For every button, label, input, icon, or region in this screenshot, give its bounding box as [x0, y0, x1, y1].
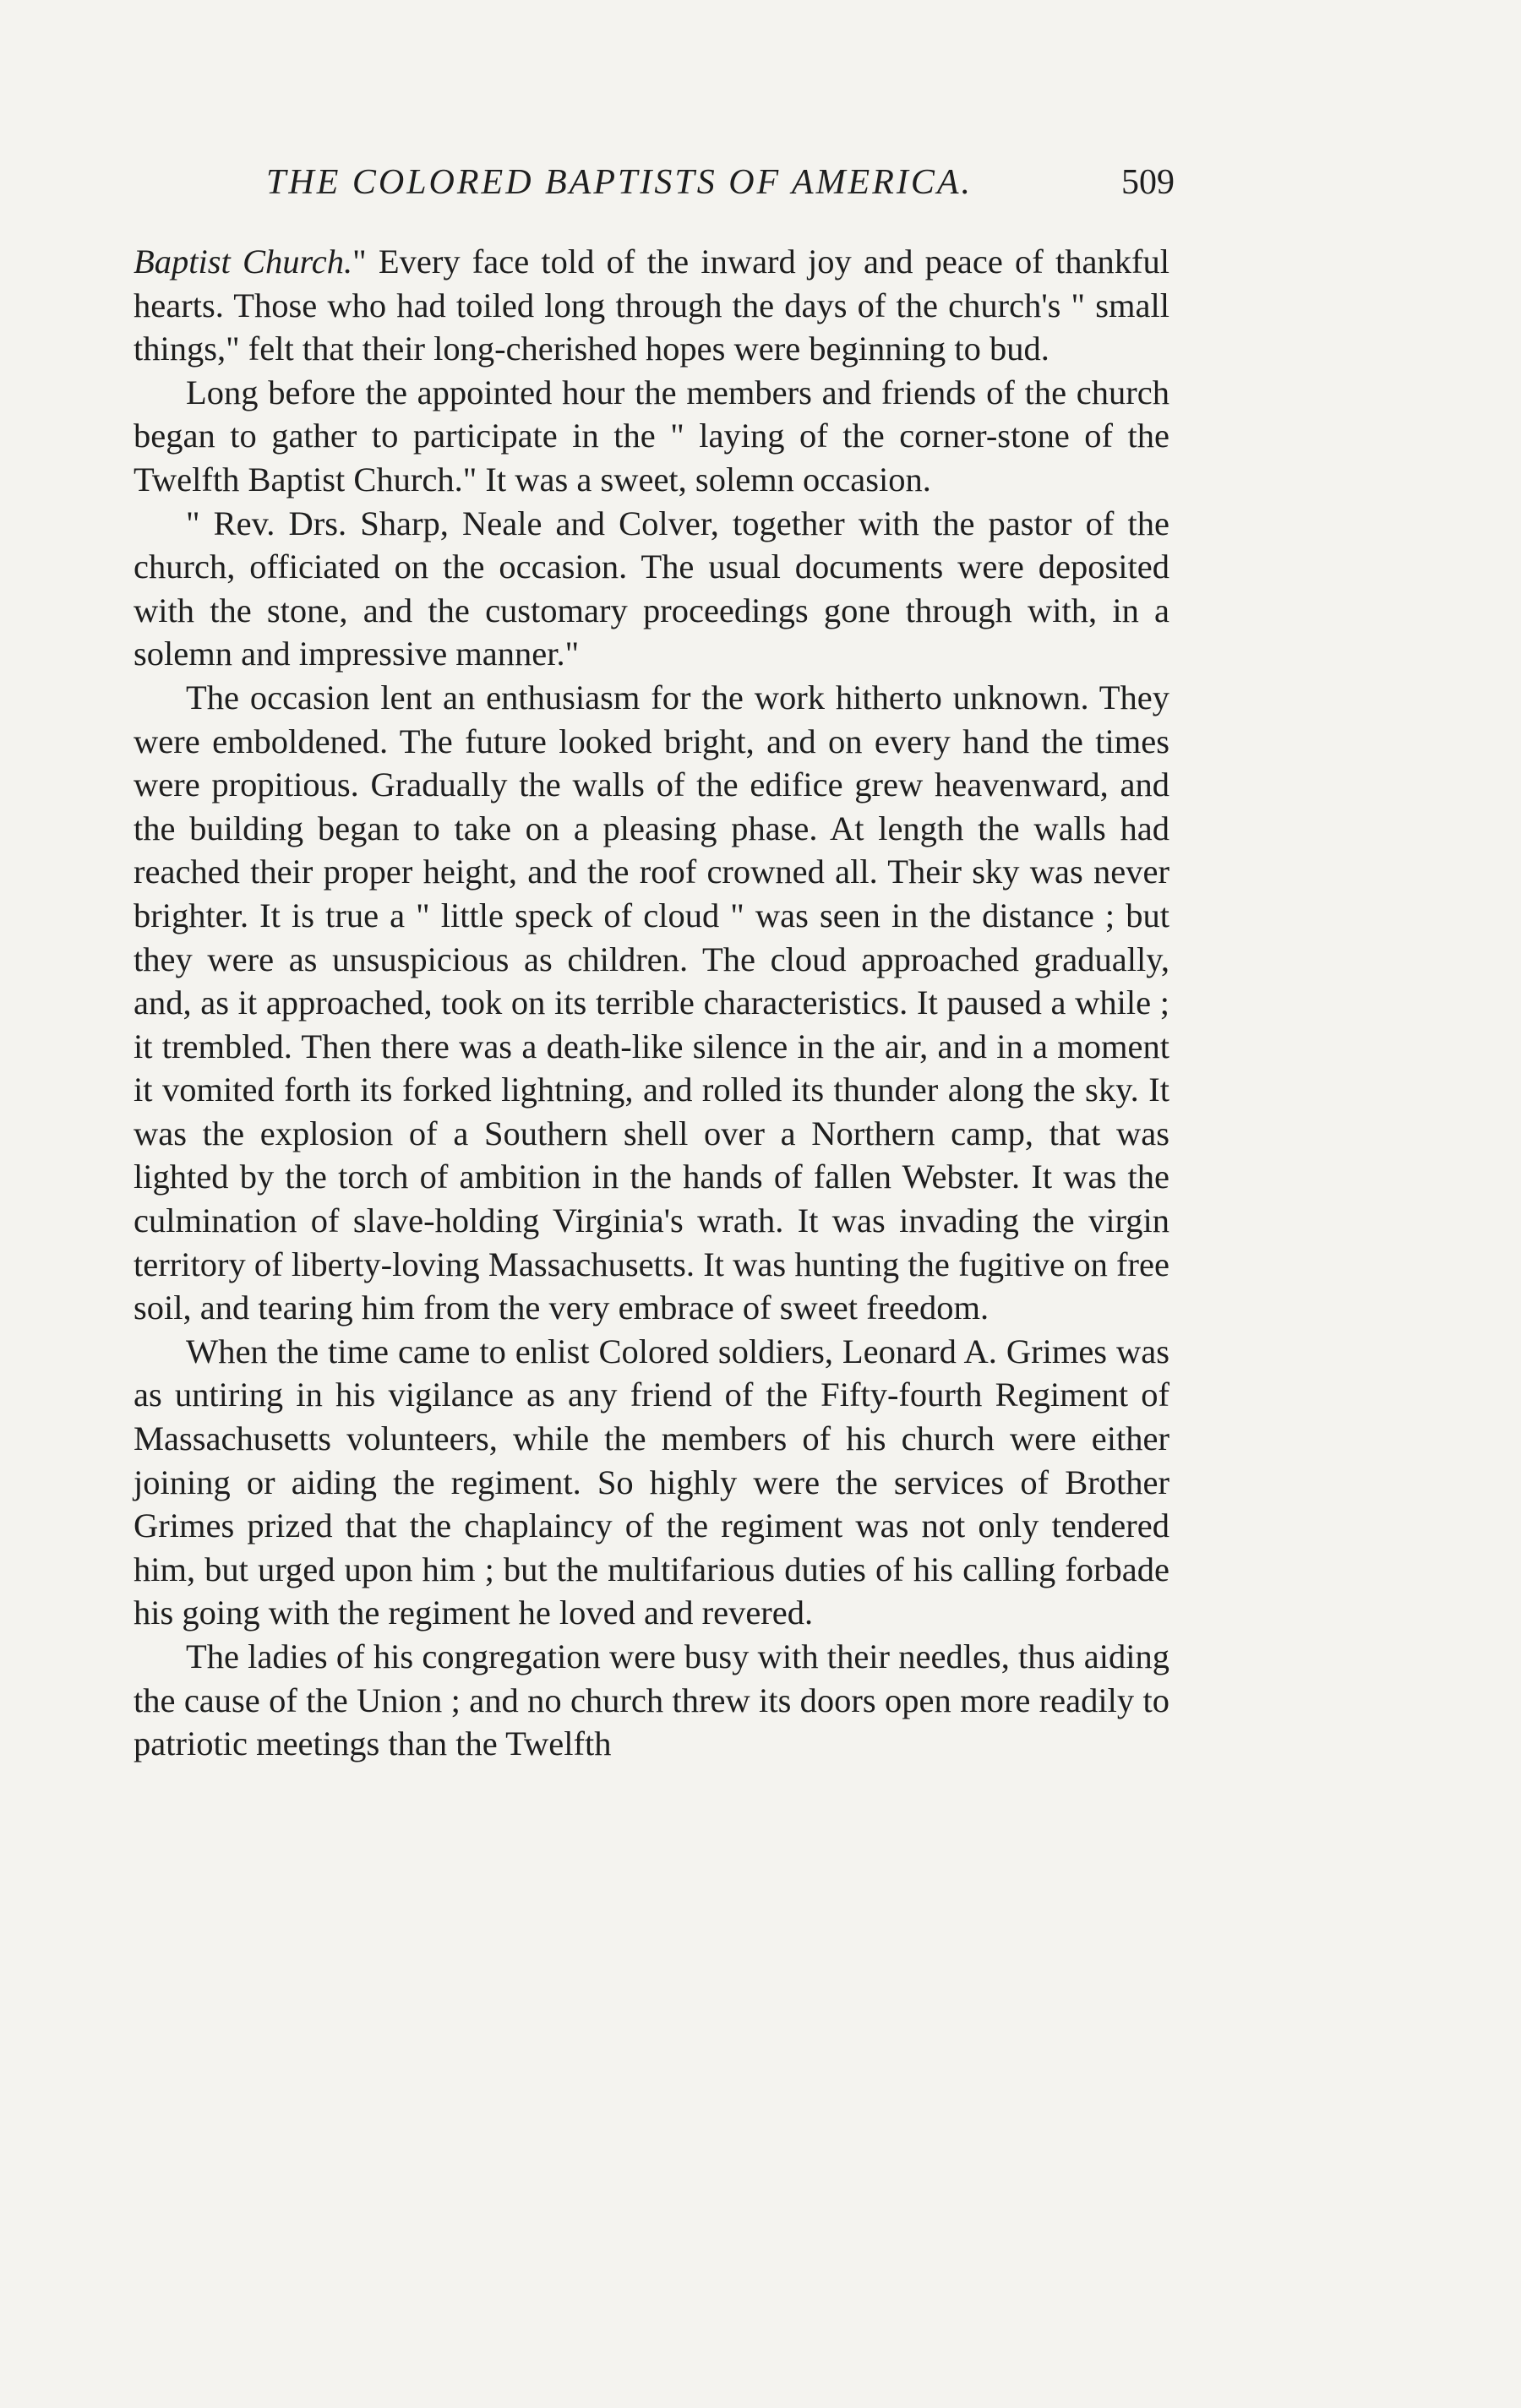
running-title: THE COLORED BAPTISTS OF AMERICA.	[266, 163, 973, 202]
running-head	[135, 162, 1175, 213]
paragraph-1-text: " Every face told of the inward joy and peace of thankful hearts. Those who had toiled long through the days of the church's " small things," felt that their long-cherished hopes were beginning to bud.	[134, 242, 1169, 368]
paragraph-3: " Rev. Drs. Sharp, Neale and Colver, together with the pastor of the church, officiated on the occasion. The usual documents were deposited with the stone, and the customary proceedings gone through with, in a solemn and impressive manner."	[134, 504, 1169, 673]
paragraph-2: Long before the appointed hour the members and friends of the church began to gather to participate in the " laying of the corner-stone of the Twelfth Baptist Church." It was a sweet, solemn occasion.	[134, 373, 1169, 498]
paragraph-6: The ladies of his congregation were busy with their needles, thus aiding the cause of the Union ; and no church threw its doors open more readily to patriotic meetings than the Twelfth	[134, 1637, 1169, 1763]
paragraph-1-italic-lead: Baptist Church.	[134, 242, 353, 281]
page-number: 509	[1121, 163, 1175, 202]
paragraph-4: The occasion lent an enthusiasm for the work hitherto unknown. They were emboldened. The future looked bright, and on every hand the times were propitious. Gradually the walls of the edifice grew heavenward, and the building began to take on a pleasing phase. At length the walls had reached their proper height, and the roof crowned all. Their sky was never brighter. It is true a " little speck of cloud " was seen in the distance ; but they were as unsuspicious as children. The cloud approached gradually, and, as it approached, took on its terrible characteristics. It paused a while ; it trembled. Then there was a death-like silence in the air, and in a moment it vomited forth its forked lightning, and rolled its thunder along the sky. It was the explosion of a Southern shell over a Northern camp, that was lighted by the torch of ambition in the hands of fallen Webster. It was the culmination of slave-holding Virginia's wrath. It was invading the virgin territory of liberty-loving Massachusetts. It was hunting the fugitive on free soil, and tearing him from the very embrace of sweet freedom.	[134, 678, 1169, 1327]
body-text	[134, 240, 1169, 1766]
paragraph-5: When the time came to enlist Colored soldiers, Leonard A. Grimes was as untiring in his vigilance as any friend of the Fifty-fourth Regiment of Massachusetts volunteers, while the members of his church were either joining or aiding the regiment. So highly were the services of Brother Grimes prized that the chaplaincy of the regiment was not only tendered him, but urged upon him ; but the multifarious duties of his calling forbade his going with the regiment he loved and revered.	[134, 1332, 1169, 1632]
paragraph-1	[134, 240, 1169, 371]
